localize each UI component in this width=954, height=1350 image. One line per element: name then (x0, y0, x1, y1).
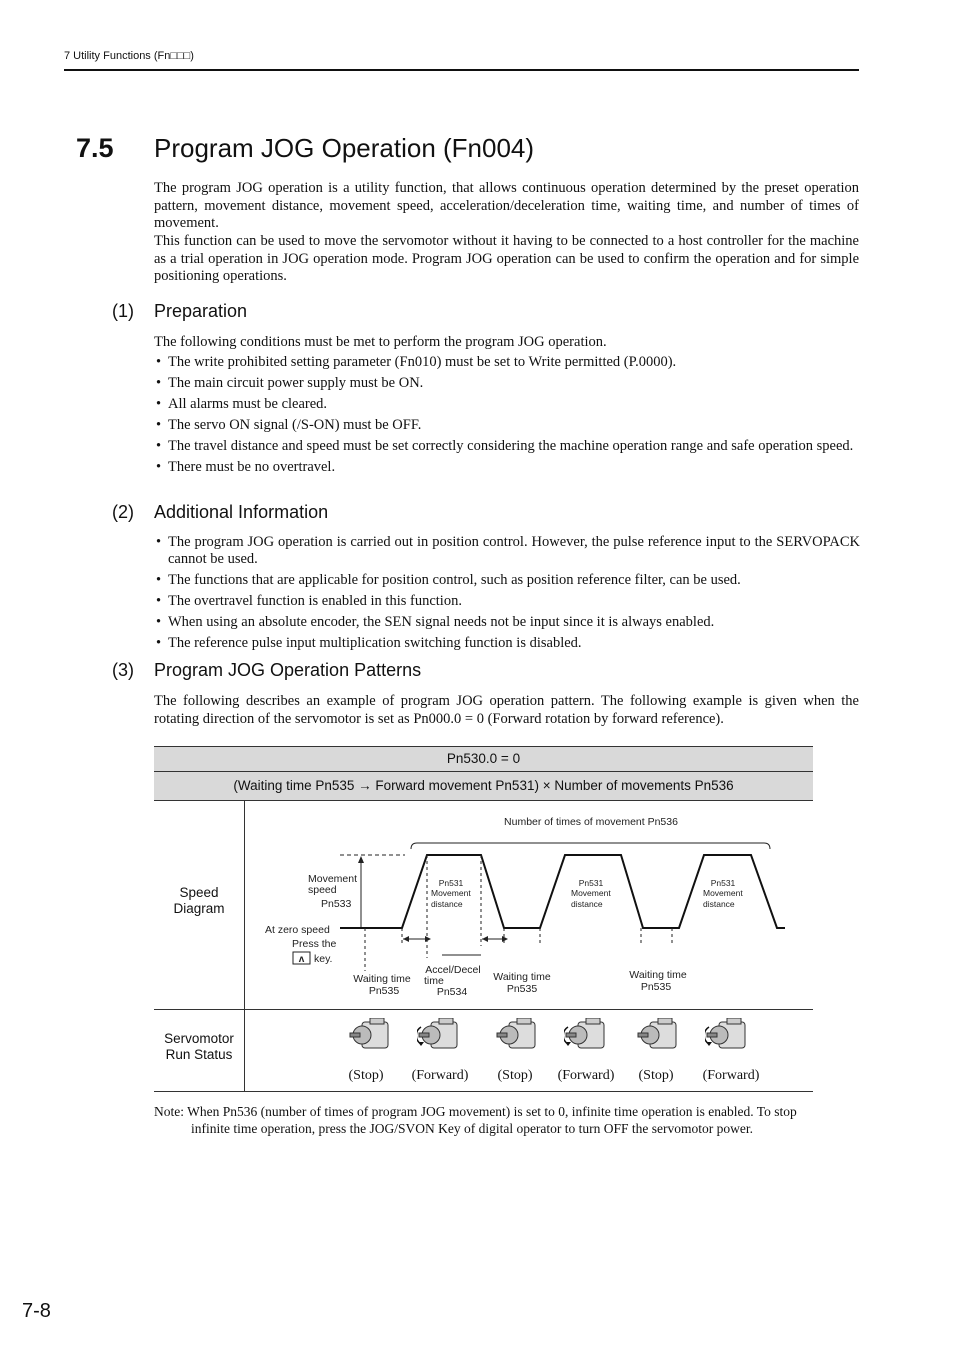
patterns-heading (112, 660, 421, 681)
run-status-label-forward: (Forward) (557, 1068, 615, 1083)
speed-diagram-label: Speed Diagram (173, 885, 225, 916)
header-rule (64, 69, 859, 71)
move-dist-label-2a: Movement (571, 888, 611, 898)
servomotor-stop-icon (636, 1018, 680, 1054)
number-of-times-label: Number of times of movement Pn536 (504, 816, 678, 828)
running-header: 7 Utility Functions (Fn□□□) (64, 50, 194, 62)
list-item: • The overtravel function is enabled in this function. (156, 593, 860, 610)
move-dist-param-1: Pn531 (438, 878, 464, 888)
accel-decel-label: Accel/Decel (425, 964, 481, 976)
list-item: • The program JOG operation is carried out in position control. However, the pulse reference input to the SERVOPACK cannot be used. (156, 534, 860, 568)
note (154, 1103, 859, 1137)
table-header-sequence: (Waiting time Pn535 → Forward movement Pn531) × Number of movements Pn536 (154, 771, 813, 801)
list-item: • The write prohibited setting parameter (Fn010) must be set to Write permitted (P.0000). (156, 354, 860, 371)
move-dist-param-3: Pn531 (710, 878, 736, 888)
at-zero-speed-label: At zero speed (265, 924, 330, 936)
patterns-lead: The following describes an example of program JOG operation pattern. The following example is given when the rotating direction of the servomotor is set as Pn000.0 = 0 (Forward rotation by forward reference). (154, 693, 859, 727)
note-line-2: infinite time operation, press the JOG/SVON Key of digital operator to turn OFF the servomotor power. (191, 1121, 754, 1136)
key-label: key. (314, 953, 333, 965)
table-header-setting: Pn530.0 = 0 (154, 746, 813, 772)
servomotor-forward-icon (417, 1018, 461, 1054)
list-item: • The servo ON signal (/S-ON) must be OFF. (156, 417, 860, 434)
preparation-heading (112, 301, 247, 322)
move-dist-label-1b: distance (431, 899, 463, 909)
move-dist-label-3b: distance (703, 899, 735, 909)
list-item: • The travel distance and speed must be set correctly considering the machine operation range and safe operation speed. (156, 438, 860, 455)
waiting-param-3: Pn535 (640, 981, 672, 993)
intro-paragraph-1: The program JOG operation is a utility function, that allows continuous operation determined by the preset operation pattern, movement distance, movement speed, acceleration/deceleration time, waiting time, and number of times of movement. (154, 180, 859, 232)
servomotor-stop-icon (495, 1018, 539, 1054)
run-status-label-stop: (Stop) (638, 1068, 674, 1083)
preparation-lead: The following conditions must be met to perform the program JOG operation. (154, 334, 607, 350)
section-number: 7.5 (76, 133, 114, 163)
list-item: • All alarms must be cleared. (156, 396, 860, 413)
diagram-area (154, 800, 813, 1092)
patterns-title: Program JOG Operation Patterns (154, 660, 422, 680)
run-status-label-stop: (Stop) (348, 1068, 384, 1083)
pattern-table (154, 746, 813, 1090)
movement-speed-label-3: Pn533 (321, 898, 352, 910)
preparation-title: Preparation (154, 301, 248, 321)
additional-heading (112, 502, 328, 523)
waiting-param-1: Pn535 (368, 985, 400, 997)
movement-speed-label-1: Movement (308, 873, 358, 885)
note-line-1: Note: When Pn536 (number of times of program JOG movement) is set to 0, infinite time operation is enabled. To stop (154, 1104, 797, 1119)
run-status-row (245, 1010, 813, 1090)
preparation-number: (1) (112, 301, 134, 321)
run-status-label: Servomotor Run Status (164, 1031, 234, 1062)
run-status-label-forward: (Forward) (702, 1068, 760, 1083)
waiting-time-label-3: Waiting time (629, 969, 687, 981)
list-item: • The reference pulse input multiplication switching function is disabled. (156, 635, 860, 652)
up-key-glyph: ʌ (298, 954, 305, 965)
waiting-time-label-2: Waiting time (493, 971, 551, 983)
section-title: Program JOG Operation (Fn004) (154, 133, 535, 163)
servomotor-stop-icon (348, 1018, 392, 1054)
servomotor-forward-icon (564, 1018, 608, 1054)
waiting-param-2: Pn535 (506, 983, 538, 995)
move-dist-label-1a: Movement (431, 888, 471, 898)
list-item: • The main circuit power supply must be ON. (156, 375, 860, 392)
movement-speed-label-2: speed (308, 884, 337, 896)
arrow-up-icon (358, 856, 364, 863)
servomotor-forward-icon (705, 1018, 749, 1054)
move-dist-label-2b: distance (571, 899, 603, 909)
patterns-number: (3) (112, 660, 134, 680)
additional-number: (2) (112, 502, 134, 522)
run-status-label-forward: (Forward) (411, 1068, 469, 1083)
list-item: • There must be no overtravel. (156, 459, 860, 476)
repeat-brace (411, 843, 770, 849)
move-dist-param-2: Pn531 (578, 878, 604, 888)
press-the-label: Press the (292, 938, 337, 950)
preparation-list (156, 354, 860, 480)
run-status-label-stop: (Stop) (497, 1068, 533, 1083)
move-dist-label-3a: Movement (703, 888, 743, 898)
accel-time-label: time (424, 975, 444, 987)
speed-diagram (245, 801, 812, 1008)
additional-title: Additional Information (154, 502, 329, 522)
page-number: 7-8 (22, 1300, 51, 1322)
list-item: • When using an absolute encoder, the SEN signal needs not be input since it is always enabled. (156, 614, 860, 631)
waiting-time-label-1: Waiting time (353, 973, 411, 985)
accel-param-label: Pn534 (436, 986, 468, 998)
additional-list (156, 534, 860, 656)
list-item: • The functions that are applicable for position control, such as position reference filter, can be used. (156, 572, 860, 589)
intro-paragraph-2: This function can be used to move the servomotor without it having to be connected to a host controller for the machine as a trial operation in JOG operation mode. Program JOG operation can be used to confirm the operation and for simple positioning operations. (154, 233, 859, 285)
